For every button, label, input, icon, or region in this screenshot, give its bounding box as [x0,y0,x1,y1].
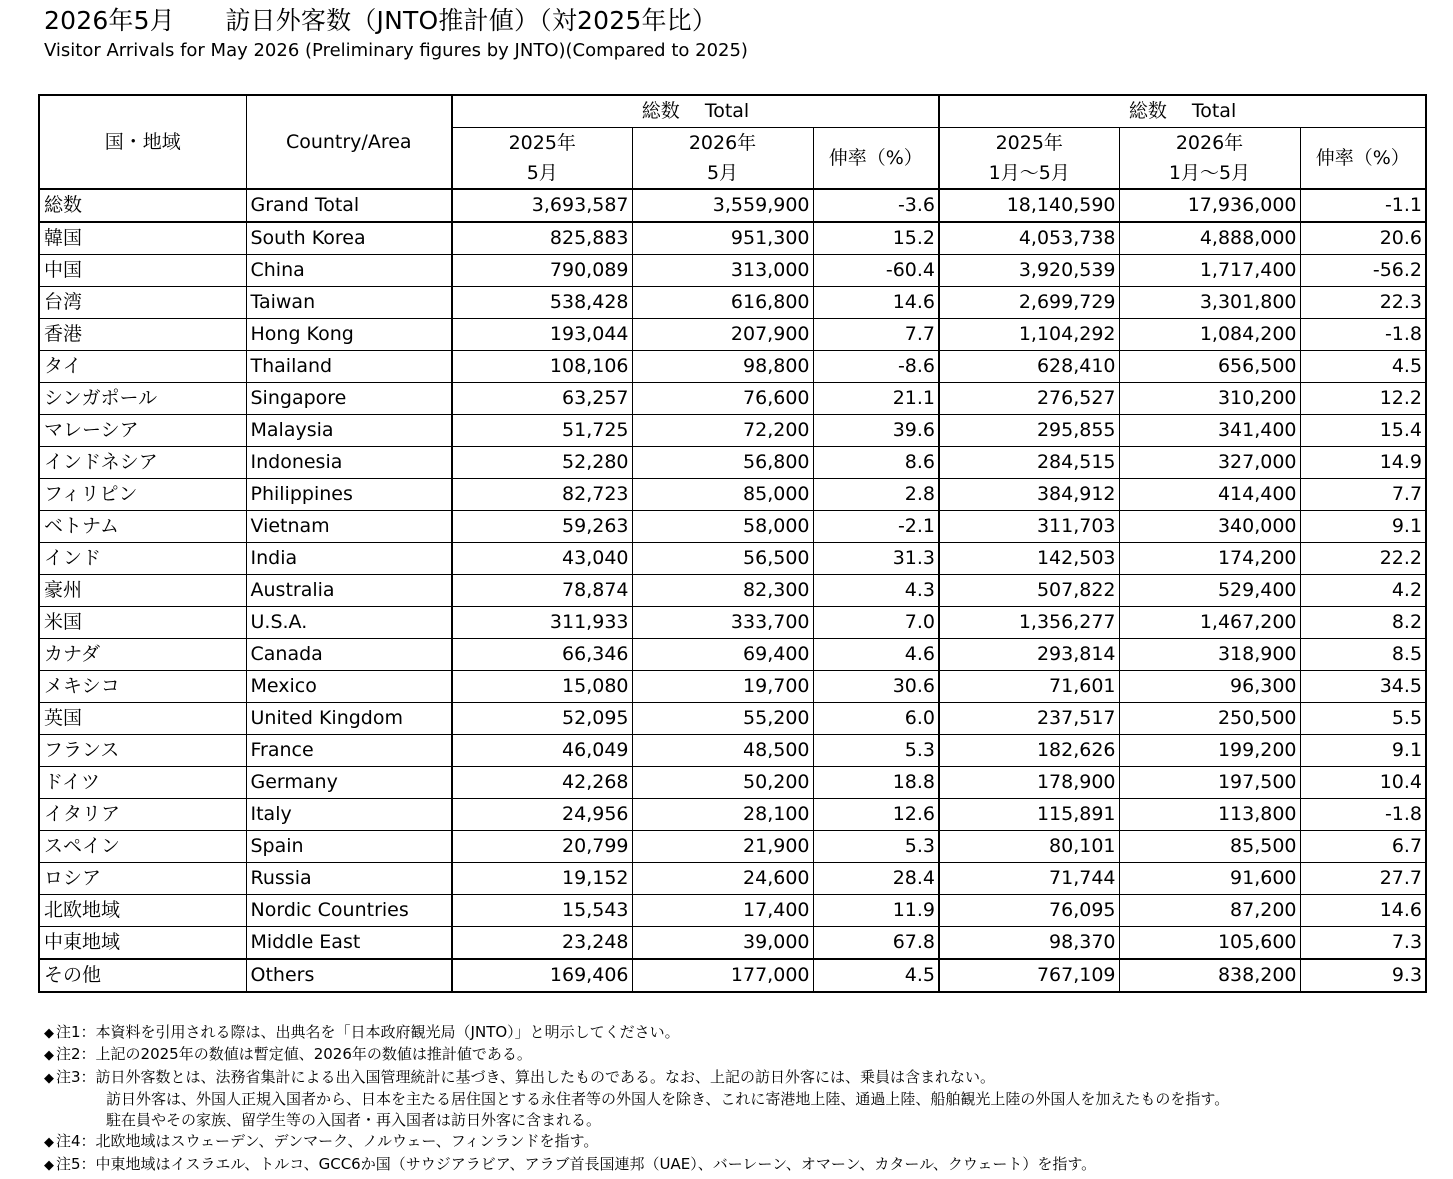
note-text: 注1：本資料を引用される際は、出典名を「日本政府観光局（JNTO）」と明示してください。 [56,1023,680,1041]
cell-country-ja: ドイツ [39,767,246,799]
cell-may-2025: 19,152 [452,863,632,895]
cell-monthly-growth: 2.8 [813,479,939,511]
cell-jan-may-2026: 87,200 [1119,895,1300,927]
note-text: 訪日外客は、外国人正規入国者から、日本を主たる居住国とする永住者等の外国人を除き、これに寄港地上陸、通過上陸、船舶観光上陸の外国人を加えたものを指す。 [106,1089,1230,1108]
header-country-en: Country/Area [246,95,452,189]
cell-may-2025: 59,263 [452,511,632,543]
cell-may-2025: 66,346 [452,639,632,671]
cell-cumulative-growth: 22.3 [1300,287,1426,319]
header-country-ja: 国・地域 [39,95,246,189]
cell-may-2025: 193,044 [452,319,632,351]
cell-jan-may-2026: 3,301,800 [1119,287,1300,319]
cell-monthly-growth: 7.0 [813,607,939,639]
diamond-bullet-icon: ◆ [44,1135,54,1151]
cell-monthly-growth: 6.0 [813,703,939,735]
cell-country-en: China [246,255,452,287]
notes-section [44,1022,1229,1176]
cell-may-2026: 24,600 [632,863,813,895]
cell-may-2025: 169,406 [452,959,632,992]
cell-country-ja: 中国 [39,255,246,287]
cell-country-ja: 韓国 [39,222,246,255]
cell-country-en: India [246,543,452,575]
header-may-2025-month: 5月 [526,162,558,184]
cell-may-2025: 24,956 [452,799,632,831]
cell-may-2025: 108,106 [452,351,632,383]
cell-monthly-growth: 4.3 [813,575,939,607]
cell-monthly-growth: -3.6 [813,189,939,222]
cell-may-2026: 85,000 [632,479,813,511]
cell-may-2026: 951,300 [632,222,813,255]
cell-country-en: Russia [246,863,452,895]
cell-jan-may-2026: 310,200 [1119,383,1300,415]
cell-cumulative-growth: 5.5 [1300,703,1426,735]
cell-country-en: U.S.A. [246,607,452,639]
cell-cumulative-growth: 9.3 [1300,959,1426,992]
cell-monthly-growth: 14.6 [813,287,939,319]
cell-may-2025: 82,723 [452,479,632,511]
cell-monthly-growth: 7.7 [813,319,939,351]
cell-cumulative-growth: 9.1 [1300,511,1426,543]
cell-jan-may-2025: 2,699,729 [939,287,1119,319]
cell-may-2025: 20,799 [452,831,632,863]
table-row [39,863,1426,895]
diamond-bullet-icon: ◆ [44,1026,54,1041]
cell-jan-may-2025: 80,101 [939,831,1119,863]
cell-country-en: Singapore [246,383,452,415]
table-row [39,222,1426,255]
cell-may-2026: 58,000 [632,511,813,543]
cell-jan-may-2026: 318,900 [1119,639,1300,671]
diamond-bullet-icon: ◆ [44,1070,54,1086]
cell-may-2026: 3,559,900 [632,189,813,222]
cell-cumulative-growth: 14.9 [1300,447,1426,479]
cell-jan-may-2025: 98,370 [939,927,1119,960]
note-line [44,1131,1229,1153]
cell-jan-may-2026: 327,000 [1119,447,1300,479]
cell-country-en: Middle East [246,927,452,960]
cell-may-2026: 55,200 [632,703,813,735]
cell-jan-may-2026: 1,084,200 [1119,319,1300,351]
table-row [39,735,1426,767]
header-may-2026-year: 2026年 [688,132,757,154]
note-line [44,1154,1229,1176]
cell-jan-may-2026: 85,500 [1119,831,1300,863]
cell-may-2025: 51,725 [452,415,632,447]
table-row [39,671,1426,703]
cell-cumulative-growth: -56.2 [1300,255,1426,287]
cell-country-en: Hong Kong [246,319,452,351]
cell-may-2026: 72,200 [632,415,813,447]
cell-monthly-growth: 67.8 [813,927,939,960]
cell-monthly-growth: 4.5 [813,959,939,992]
cell-jan-may-2025: 293,814 [939,639,1119,671]
cell-jan-may-2026: 1,467,200 [1119,607,1300,639]
cell-country-en: France [246,735,452,767]
header-jan-may-2026 [1119,128,1300,190]
header-jan-may-2026-period: 1月～5月 [1168,162,1251,184]
diamond-bullet-icon: ◆ [44,1048,54,1064]
cell-jan-may-2025: 4,053,738 [939,222,1119,255]
cell-country-ja: 中東地域 [39,927,246,960]
cell-country-en: Italy [246,799,452,831]
cell-monthly-growth: 18.8 [813,767,939,799]
cell-may-2026: 28,100 [632,799,813,831]
cell-may-2025: 311,933 [452,607,632,639]
cell-cumulative-growth: 9.1 [1300,735,1426,767]
cell-jan-may-2026: 656,500 [1119,351,1300,383]
cell-country-ja: 台湾 [39,287,246,319]
cell-may-2025: 46,049 [452,735,632,767]
cell-may-2025: 825,883 [452,222,632,255]
cell-may-2026: 82,300 [632,575,813,607]
table-row [39,703,1426,735]
cell-may-2026: 17,400 [632,895,813,927]
cell-cumulative-growth: 12.2 [1300,383,1426,415]
cell-country-en: Thailand [246,351,452,383]
header-may-2026 [632,128,813,190]
cell-jan-may-2025: 3,920,539 [939,255,1119,287]
cell-country-en: Vietnam [246,511,452,543]
header-may-2025-year: 2025年 [508,132,576,154]
cell-jan-may-2025: 284,515 [939,447,1119,479]
cell-cumulative-growth: 7.3 [1300,927,1426,960]
header-may-2026-month: 5月 [706,162,739,184]
cell-jan-may-2025: 1,104,292 [939,319,1119,351]
cell-country-ja: ベトナム [39,511,246,543]
cell-country-en: United Kingdom [246,703,452,735]
cell-monthly-growth: 21.1 [813,383,939,415]
cell-country-en: Malaysia [246,415,452,447]
cell-country-en: Taiwan [246,287,452,319]
note-line [44,1022,1229,1044]
cell-jan-may-2026: 4,888,000 [1119,222,1300,255]
cell-country-ja: イタリア [39,799,246,831]
table-row [39,479,1426,511]
header-monthly-growth: 伸率（%） [813,128,939,190]
cell-may-2026: 76,600 [632,383,813,415]
cell-cumulative-growth: 14.6 [1300,895,1426,927]
cell-may-2025: 538,428 [452,287,632,319]
cell-cumulative-growth: 8.5 [1300,639,1426,671]
cell-jan-may-2026: 341,400 [1119,415,1300,447]
cell-jan-may-2025: 182,626 [939,735,1119,767]
cell-may-2025: 78,874 [452,575,632,607]
cell-may-2026: 616,800 [632,287,813,319]
cell-jan-may-2026: 414,400 [1119,479,1300,511]
note-line [44,1044,1229,1066]
table-row-grand-total [39,189,1426,222]
table-row [39,831,1426,863]
cell-monthly-growth: -8.6 [813,351,939,383]
cell-may-2025: 63,257 [452,383,632,415]
cell-jan-may-2025: 384,912 [939,479,1119,511]
cell-jan-may-2025: 71,744 [939,863,1119,895]
cell-country-ja: 英国 [39,703,246,735]
cell-country-en: Mexico [246,671,452,703]
cell-jan-may-2025: 507,822 [939,575,1119,607]
cell-may-2025: 790,089 [452,255,632,287]
cell-may-2026: 98,800 [632,351,813,383]
cell-monthly-growth: 4.6 [813,639,939,671]
cell-may-2026: 313,000 [632,255,813,287]
cell-monthly-growth: 12.6 [813,799,939,831]
table-row [39,351,1426,383]
cell-may-2025: 15,543 [452,895,632,927]
cell-jan-may-2026: 529,400 [1119,575,1300,607]
cell-country-en: Nordic Countries [246,895,452,927]
cell-jan-may-2025: 276,527 [939,383,1119,415]
cell-may-2026: 177,000 [632,959,813,992]
cell-country-ja: メキシコ [39,671,246,703]
cell-country-ja: 北欧地域 [39,895,246,927]
cell-jan-may-2026: 174,200 [1119,543,1300,575]
cell-may-2026: 48,500 [632,735,813,767]
cell-country-ja: ロシア [39,863,246,895]
cell-cumulative-growth: 27.7 [1300,863,1426,895]
table-row [39,383,1426,415]
header-may-2025 [452,128,632,190]
cell-cumulative-growth: -1.1 [1300,189,1426,222]
cell-jan-may-2025: 142,503 [939,543,1119,575]
cell-cumulative-growth: 4.2 [1300,575,1426,607]
cell-country-en: Grand Total [246,189,452,222]
cell-country-en: Spain [246,831,452,863]
cell-monthly-growth: 39.6 [813,415,939,447]
cell-may-2025: 15,080 [452,671,632,703]
cell-country-en: Canada [246,639,452,671]
cell-cumulative-growth: 4.5 [1300,351,1426,383]
cell-monthly-growth: 28.4 [813,863,939,895]
note-text: 注3：訪日外客数とは、法務省集計による出入国管理統計に基づき、算出したものである。なお、上記の訪日外客には、乗員は含まれない。 [56,1067,995,1086]
header-group-monthly: 総数 Total [452,95,939,128]
title-block [44,4,748,62]
cell-jan-may-2025: 237,517 [939,703,1119,735]
cell-monthly-growth: 15.2 [813,222,939,255]
cell-cumulative-growth: 7.7 [1300,479,1426,511]
cell-may-2025: 52,095 [452,703,632,735]
cell-country-en: South Korea [246,222,452,255]
cell-jan-may-2025: 115,891 [939,799,1119,831]
cell-country-ja: フランス [39,735,246,767]
cell-cumulative-growth: 6.7 [1300,831,1426,863]
cell-country-ja: カナダ [39,639,246,671]
cell-country-en: Philippines [246,479,452,511]
cell-jan-may-2025: 295,855 [939,415,1119,447]
cell-may-2026: 56,500 [632,543,813,575]
diamond-bullet-icon: ◆ [44,1157,54,1173]
cell-country-en: Indonesia [246,447,452,479]
cell-may-2025: 43,040 [452,543,632,575]
cell-jan-may-2026: 1,717,400 [1119,255,1300,287]
cell-monthly-growth: 31.3 [813,543,939,575]
cell-jan-may-2025: 767,109 [939,959,1119,992]
note-text: 注2：上記の2025年の数値は暫定値、2026年の数値は推計値である。 [56,1045,532,1064]
table-row [39,287,1426,319]
table-row [39,767,1426,799]
cell-cumulative-growth: 8.2 [1300,607,1426,639]
table-row [39,639,1426,671]
cell-country-ja: 豪州 [39,575,246,607]
cell-cumulative-growth: 22.2 [1300,543,1426,575]
cell-country-ja: 香港 [39,319,246,351]
table-row [39,799,1426,831]
note-text: 注4：北欧地域はスウェーデン、デンマーク、ノルウェー、フィンランドを指す。 [56,1132,599,1151]
cell-jan-may-2026: 17,936,000 [1119,189,1300,222]
header-jan-may-2025-year: 2025年 [995,132,1063,154]
header-jan-may-2026-year: 2026年 [1175,132,1244,154]
visitor-arrivals-table [38,94,1427,993]
table-row [39,543,1426,575]
table-row [39,895,1426,927]
cell-cumulative-growth: 10.4 [1300,767,1426,799]
cell-jan-may-2026: 199,200 [1119,735,1300,767]
cell-may-2025: 42,268 [452,767,632,799]
note-line [44,1089,1229,1110]
header-jan-may-2025 [939,128,1119,190]
cell-cumulative-growth: -1.8 [1300,799,1426,831]
cell-country-ja: マレーシア [39,415,246,447]
cell-country-ja: 米国 [39,607,246,639]
cell-may-2026: 50,200 [632,767,813,799]
header-jan-may-2025-period: 1月～5月 [988,162,1070,184]
cell-monthly-growth: -2.1 [813,511,939,543]
cell-jan-may-2025: 1,356,277 [939,607,1119,639]
cell-cumulative-growth: 34.5 [1300,671,1426,703]
cell-country-ja: シンガポール [39,383,246,415]
cell-jan-may-2026: 113,800 [1119,799,1300,831]
cell-country-ja: スペイン [39,831,246,863]
cell-monthly-growth: 8.6 [813,447,939,479]
note-text: 注5：中東地域はイスラエル、トルコ、GCC6か国（サウジアラビア、アラブ首長国連邦（UAE）、バーレーン、オマーン、カタール、クウェート）を指す。 [56,1154,1097,1173]
cell-cumulative-growth: 20.6 [1300,222,1426,255]
table-row [39,511,1426,543]
table-row [39,319,1426,351]
table-row [39,415,1426,447]
cell-jan-may-2025: 18,140,590 [939,189,1119,222]
cell-jan-may-2026: 197,500 [1119,767,1300,799]
cell-may-2025: 23,248 [452,927,632,960]
cell-country-en: Germany [246,767,452,799]
cell-may-2026: 69,400 [632,639,813,671]
table-row [39,575,1426,607]
cell-may-2026: 207,900 [632,319,813,351]
cell-jan-may-2026: 91,600 [1119,863,1300,895]
cell-monthly-growth: 30.6 [813,671,939,703]
cell-monthly-growth: 11.9 [813,895,939,927]
table-row [39,447,1426,479]
cell-jan-may-2025: 178,900 [939,767,1119,799]
cell-may-2026: 333,700 [632,607,813,639]
cell-jan-may-2026: 96,300 [1119,671,1300,703]
table-row [39,607,1426,639]
cell-may-2026: 39,000 [632,927,813,960]
cell-may-2025: 3,693,587 [452,189,632,222]
header-group-cumulative: 総数 Total [939,95,1426,128]
cell-country-ja: インド [39,543,246,575]
cell-may-2026: 56,800 [632,447,813,479]
cell-country-ja: 総数 [39,189,246,222]
cell-jan-may-2026: 250,500 [1119,703,1300,735]
cell-country-ja: フィリピン [39,479,246,511]
cell-monthly-growth: -60.4 [813,255,939,287]
cell-jan-may-2025: 76,095 [939,895,1119,927]
cell-may-2026: 21,900 [632,831,813,863]
cell-country-en: Australia [246,575,452,607]
table-row [39,255,1426,287]
cell-country-ja: インドネシア [39,447,246,479]
cell-jan-may-2026: 105,600 [1119,927,1300,960]
cell-cumulative-growth: 15.4 [1300,415,1426,447]
table-row [39,927,1426,960]
cell-may-2025: 52,280 [452,447,632,479]
cell-country-en: Others [246,959,452,992]
table-row [39,959,1426,992]
page-subtitle: Visitor Arrivals for May 2026 (Preliminary figures by JNTO)(Compared to 2025) [44,40,748,61]
page-title: 2026年5月 訪日外客数（JNTO推計値）（対2025年比） [44,6,718,35]
cell-may-2026: 19,700 [632,671,813,703]
cell-country-ja: タイ [39,351,246,383]
cell-jan-may-2025: 628,410 [939,351,1119,383]
note-line [44,1067,1229,1089]
cell-jan-may-2025: 71,601 [939,671,1119,703]
table-body [39,189,1426,992]
cell-monthly-growth: 5.3 [813,831,939,863]
cell-jan-may-2026: 838,200 [1119,959,1300,992]
cell-cumulative-growth: -1.8 [1300,319,1426,351]
note-text: 駐在員やその家族、留学生等の入国者・再入国者は訪日外客に含まれる。 [106,1111,602,1130]
header-cumulative-growth: 伸率（%） [1300,128,1426,190]
note-line [44,1110,1229,1131]
cell-country-ja: その他 [39,959,246,992]
cell-jan-may-2026: 340,000 [1119,511,1300,543]
cell-jan-may-2025: 311,703 [939,511,1119,543]
cell-monthly-growth: 5.3 [813,735,939,767]
